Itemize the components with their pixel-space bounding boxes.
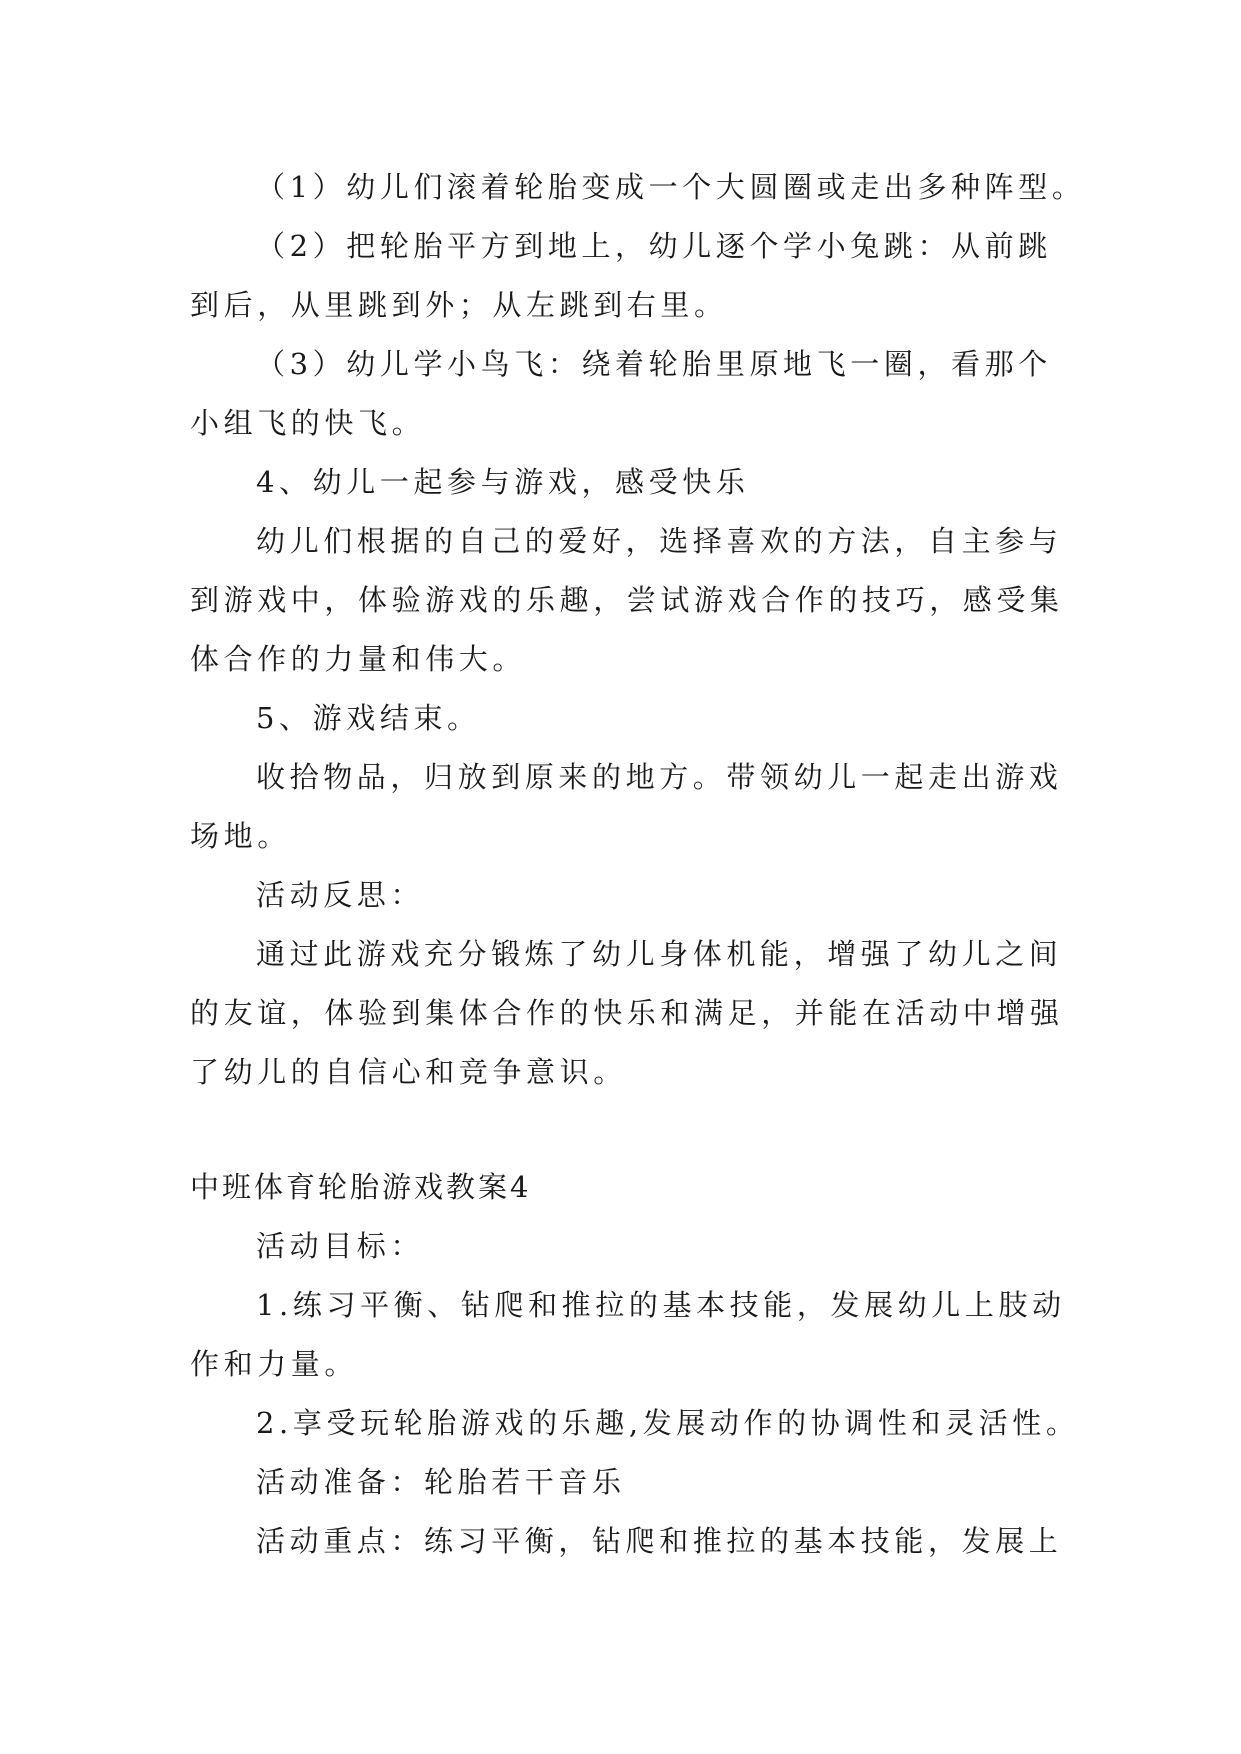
document-body	[190, 158, 1086, 1571]
paragraph-line: 收拾物品，归放到原来的地方。带领幼儿一起走出游戏	[256, 760, 1063, 794]
paragraph-line: 小组飞的快飞。	[190, 406, 426, 440]
section-title: 中班体育轮胎游戏教案4	[190, 1170, 532, 1204]
paragraph-line: 的友谊，体验到集体合作的快乐和满足，并能在活动中增强	[190, 996, 1064, 1030]
paragraph-line: （3）幼儿学小鸟飞：绕着轮胎里原地飞一圈，看那个	[256, 347, 1052, 381]
paragraph-line: 活动重点：练习平衡，钻爬和推拉的基本技能，发展上	[256, 1524, 1063, 1558]
paragraph-line: 2.享受玩轮胎游戏的乐趣,发展动作的协调性和灵活性。	[256, 1406, 1080, 1440]
paragraph-line: 作和力量。	[190, 1347, 359, 1381]
step-heading: 5、游戏结束。	[256, 701, 481, 735]
paragraph-line: 1.练习平衡、钻爬和推拉的基本技能，发展幼儿上肢动	[256, 1288, 1066, 1322]
paragraph-line: 了幼儿的自信心和竞争意识。	[190, 1055, 627, 1089]
paragraph-line: 通过此游戏充分锻炼了幼儿身体机能，增强了幼儿之间	[256, 937, 1063, 971]
paragraph-line: 活动准备：轮胎若干音乐	[256, 1465, 626, 1499]
section-gap	[190, 1102, 1060, 1158]
paragraph-line: 场地。	[190, 819, 291, 853]
section-label: 活动反思：	[256, 878, 425, 912]
paragraph-line: 体合作的力量和伟大。	[190, 642, 527, 676]
paragraph-line: 到后，从里跳到外；从左跳到右里。	[190, 288, 728, 322]
step-heading: 4、幼儿一起参与游戏，感受快乐	[256, 465, 750, 499]
paragraph-line: （2）把轮胎平方到地上，幼儿逐个学小兔跳：从前跳	[256, 229, 1052, 263]
section-label: 活动目标：	[256, 1229, 425, 1263]
paragraph-line: （1）幼儿们滚着轮胎变成一个大圆圈或走出多种阵型。	[256, 170, 1086, 204]
paragraph-line: 幼儿们根据的自己的爱好，选择喜欢的方法，自主参与	[256, 524, 1063, 558]
paragraph-line: 到游戏中，体验游戏的乐趣，尝试游戏合作的技巧，感受集	[190, 583, 1064, 617]
